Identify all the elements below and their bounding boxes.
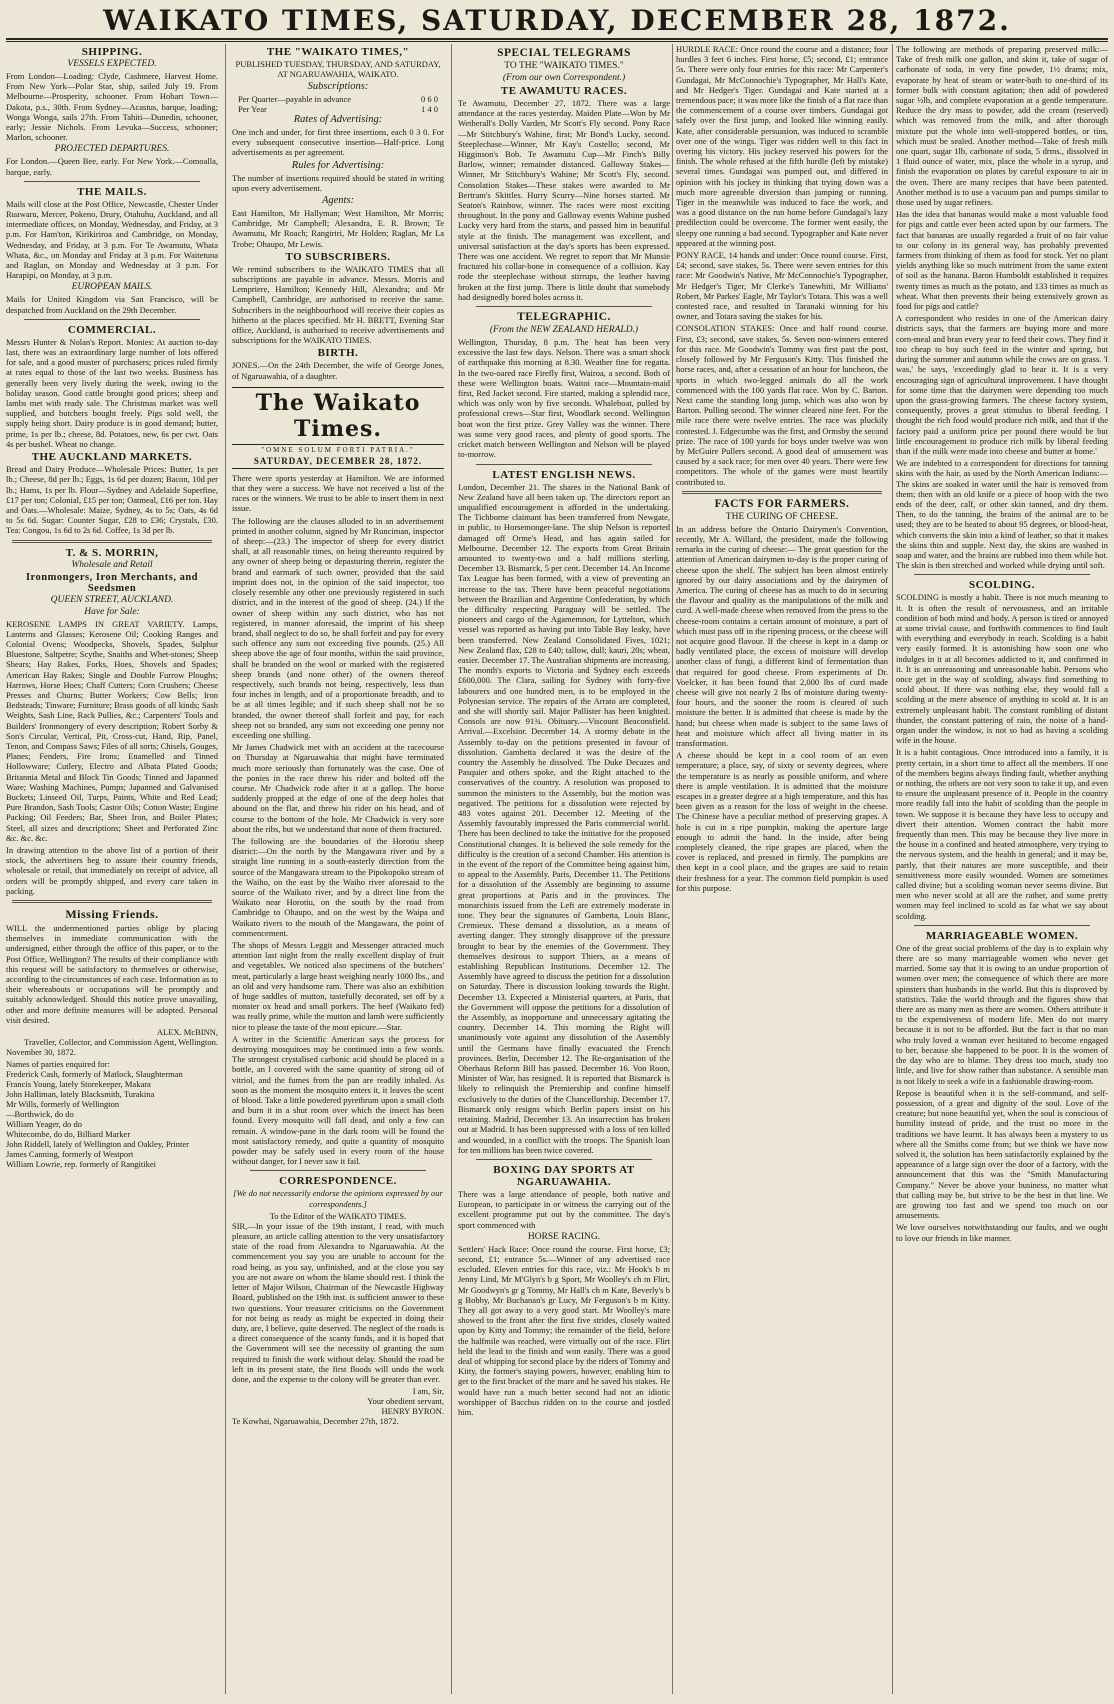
rates-heading: Rates of Advertising:	[293, 114, 383, 125]
divider	[682, 491, 882, 494]
cheese-text: A cheese should be kept in a cool room of an even temperature; a place, say, of sixty or seventy degrees, where the temperature is as nearly as possible uniform, and where there is ample ventilation. It is admitted that the moisture escapes in a greater degree at a high temperature, and this has been given as a reason for the loss of weight in the cheese. The Chinese have a peculiar method of preserving grapes. A hole is cut in a ripe pumpkin, making the aperture large enough to admit the hand. In the inside, after being completely cleaned, the ripe grapes are placed, when the cover is replaced, and pressed in firmly. The pumpkins are then kept in a cool place, and the grapes are said to retain their freshness for a year. The common field pumpkin is used for this purpose.	[676, 750, 888, 893]
column-1	[6, 44, 218, 1694]
telegrams-heading: SPECIAL TELEGRAMS	[497, 47, 631, 59]
correspondence-date: Te Kowhai, Ngaruawahia, December 27th, 1872.	[232, 1416, 399, 1427]
english-news-heading: LATEST ENGLISH NEWS.	[492, 468, 636, 481]
markets-heading: THE AUCKLAND MARKETS.	[31, 451, 193, 464]
subscription-label: Per Quarter—payable in advance	[238, 94, 352, 104]
to-subscribers-heading: TO SUBSCRIBERS.	[285, 250, 391, 263]
missing-date: November 30, 1872.	[6, 1047, 76, 1058]
birth-heading: BIRTH.	[317, 347, 359, 360]
hurdle-race-text: HURDLE RACE: Once round the course and a distance; four hurdles 3 feet 6 inches. First horse, £5; second, £1; entrance 5s. There were only four entries for this race: Mr Carpenter's Gundagai, Mr McConnochie's Typographer, Mr Hall's Kate, and Mr Hedger's Tiger. Gundagai and Kate started at a tremendous pace; it was more like the finish of a flat race than the commencement of a course over timbers. Gundagai got safely over the first jump, and looked like winning easily. Kate, after considerable persuasion, was induced to scramble over one of the wings. Tiger was ridden well to this fact in overing his victory. His jockey reserved his powers for the finish. The whole refused at the fifth hurdle (left by mistake) several times. Gundagai was pumped out, and differed in opinion with his jockey in thinking that trying down was a much more agreeable diversion than jumping or running. Tiger in the meanwhile was induced to face the work, and was a good distance on the run home before Gundagai's lazy predilection could be overcome. The former went easily, the sleepy one running a bad second. Typographer and Kate never appeared at the winning post.	[676, 44, 888, 248]
boxing-day-heading: BOXING DAY SPORTS AT NGARUAWAHIA.	[493, 1163, 635, 1188]
missing-signature: ALEX. McBINN,	[156, 1027, 218, 1038]
advert-morrin-title: Ironmongers, Iron Merchants, and Seedsmen	[25, 571, 199, 594]
pony-race-text: PONY RACE, 14 hands and under: Once round course. First, £4; second, save stakes, 5s. There were seven entries for this race: Mr Goodwin's Native, Mr McConnochie's Typographer, Mr Hedger's Tiger, Mr Clerke's Tanewhiti, Mr Williams' Robert, Mr Parkes' Eagle, Mr Taylor's Totara. This was a well contested race, and resulted in Taranaki winning for his owner, and Totara saving the stakes for his.	[676, 250, 888, 322]
divider	[250, 1170, 426, 1171]
editorial-paragraph: The following are the boundaries of the Horotiu sheep district:—On the north by the Mangawara river and by a straight line running in a south-easterly direction from the source of the Mangawara stream to the Pipokopoko stream of the Waiho, on the east by the Waiho river aforesaid to the source of the Waikato river, and by a direct line from the Waikato near Horotiu, on the south by the road from Cambridge to Ohaupo, and on the west by the Waipa and Waikato rivers to the mouth of the Mangawara, the point of commencement.	[232, 835, 444, 938]
agents-heading: Agents:	[321, 195, 355, 207]
mails-text: Mails will close at the Post Office, Newcastle, Chester Under Ruawaru, Mercer, Pokeno, Drury, Otahuhu, Auckland, and all intermediate offices, on Monday, Wednesday, and Friday, at 3 p.m. For Ham'ton, Kirikiriroa and Cambridge, on Monday, Wednesday, and Friday, at 3 p.m. For Te Awamutu, Whata Whata, &c., on Monday and Friday at 3 p.m. For Waitetuna and Raglan, on Monday and Wednesday at 3 p.m. For Harapipi, on Monday, at 3 p.m.	[6, 198, 218, 281]
list-item: Francis Young, lately Storekeeper, Makara	[6, 1079, 151, 1090]
races-text: Te Awamutu, December 27, 1872. There was a large attendance at the races yesterday. Maiden Plate—Won by Mr Wetherall's Dolly Varden, Mr Scott's Fly second. Pony Race—Mr Stitchbury's Wahine, first; Mr Bond's Lucky, second. Steeplechase—Winner, Mr Kay's Costello; second, Mr Higginson's Bob. Te Awamutu Cup—Mr Finch's Billy Barlow, winner; remainder distanced. Galloway Stakes—Winner, Mr Stitchbury's Wahine; Mr Scott's Fly, second. Consolation Stakes—These stakes were awarded to Mr Bertram's Skittles. Hurry Scurry—Nine horses started. Mr Seaton's Rainbow, winner. The races were most exciting throughout. In the pony and Galloway events Wahine pushed Lucky very hard from the starts, and passed him in beautiful style at the finish. The management was excellent, and universal satisfaction at the day's sports has been expressed. There was one accident. We regret to report that Mr Munsie fractured his collar-bone in consequence of a collision. Kay rode the steeplechase without stirrups, the leather having broken at the first jump. There is little doubt that somebody had designedly bored holes across it.	[458, 98, 670, 302]
advert-morrin-text: KEROSENE LAMPS IN GREAT VARIETY. Lamps, Lanterns and Glasses; Kerosene Oil; Cooking Ranges and Colonial Ovens; Woodpecks, Shovels, Spades, Sulphur Bluestone, Saltpetre; Scythe, Snaiths and Whet-stones; Sheep Shears; Hay Rakes, Forks, Hoes, Shovels and Spades; American Hay Rakes; Single and Double Furrow Ploughs; Harrows, Horse Hoes; Chaff Cutters; Corn Crushers; Cheese Presses and Churns; Butter Workers; Cow Bells; Iron Bedsteads; Tinware; Furniture; Brass goods of all kinds; Sash Weights, Sash Line, Rack Pullies, &c.; Carpenters' Tools and Builders' Ironmongery of every description; Robert Sorby & Son's Circular, Vertical, Pit, Cross-cut, Hand, Rip, Panel, Tenon, and Compass Saws; Files of all sorts; Chisels, Gouges, Planes; Fenders, Fire Irons; Enamelled and Tinned Hollowware; Cutlery, Electro and Albata Plated Goods; Britannia Metal and Block Tin Goods; Tinned and Japanned Ware; Washing Machines, Pumps; Japanned and Galvanised Buckets; Linseed Oil, Turps, Paints, White and Red Lead; Pure Brandon, Sash Tools; Castor Oils; Cotton Waste; Engine Packing; Oil Feeders; Bar, Sheet Iron, and Boiler Plates; Steel, all sizes and descriptions; Sheet and Perforated Zinc &c. &c. &c.	[6, 618, 218, 843]
divider	[476, 1159, 652, 1160]
divider	[476, 306, 652, 307]
telegrams-source: (From our own Correspondent.)	[502, 73, 626, 83]
vessels-heading: VESSELS EXPECTED.	[67, 59, 157, 69]
consolation-text: CONSOLATION STAKES: Once and half round course. First, £3; second, save stakes, 5s. Seven non-winners entered for this race. Mr Goodwin's Tommy was first past the post, closely followed by Mr Ferguson's Kitty. This finished the horse races, and, after a cessation of an hour for luncheon, the sports in which two-legged animals do all the work commenced with the 100 yards flat race. Won by C. Barton. Next came the standing long jump, which was also won by Barton. Pulling second. The winner cleared nine feet. For the mile race there were twelve entries. The race was pluckily contested. J. Edgecumbe was the first, and Ormsby the second prize. The race of 100 yards for boys under twelve was won by McGuire Pullers second. A good deal of amusement was caused by a sack race; for men over 40 years. There were few competitors. The whole of the games were most heartily contributed to.	[676, 323, 888, 487]
column-rule	[672, 44, 673, 1694]
mails-heading: THE MAILS.	[77, 185, 147, 198]
divider	[12, 900, 212, 903]
list-item: John Halliman, lately Blacksmith, Turakina	[6, 1089, 155, 1100]
divider	[914, 925, 1090, 926]
list-item: Frederick Cash, formerly of Matlock, Slaughterman	[6, 1069, 183, 1080]
departures-text: For London.—Queen Bee, early. For New York.—Comoalla, barque, early.	[6, 156, 218, 177]
european-mails-heading: EUROPEAN MAILS.	[71, 282, 153, 293]
column-rule	[892, 44, 893, 1694]
rates-text: One inch and under, for first three insertions, each 0 3 0. For every subsequent consecutive insertion—Half-price. Long advertisements as per agreement.	[232, 127, 444, 158]
column-3	[458, 44, 670, 1694]
marriageable-women-heading: MARRIAGEABLE WOMEN.	[925, 929, 1079, 942]
divider	[12, 540, 212, 543]
divider	[24, 181, 200, 182]
correspondence-to: To the Editor of the WAIKATO TIMES.	[269, 1210, 407, 1221]
miscellany-text: Repose is beautiful when it is the self-command, and self-possession, of a great and dignity of the soul. Love of the creature; but none beautiful yet, when the soul is conscious of humility instead of pride, and the trust no more in the traditions we have learnt. It has always been a mystery to us where all the Smiths come from; but we think we have now solved it, the solution has been satisfactorily explained by the appearance of a large sign over the door of a factory, with the announcement that this was the "Smith Manufacturing Company." Never be above your business, no matter what that calling may be, but strive to be the best in that line. We are growing too fast and we spend too much on our amusements.	[896, 1087, 1108, 1221]
races-heading: TE AWAMUTU RACES.	[500, 85, 628, 97]
rules-heading: Rules for Advertising:	[291, 159, 385, 171]
tanning-text: We are indebted to a correspondent for directions for tanning skins with the hair, as used by the North American Indians:—The skins are soaked in water until the hair is removed from them; then with an old knife or a piece of hoop with the two ends of the deer, calf, or other skin tanned, and dry them. Then, to do the tanning, the brains of the animal are to be used; they are to be heated to about 95 degrees, or blood-heat, which converts the skin into a kind of leather, so that it makes the skins thin and supple. Next day, the skins are washed in soap and water, and the brains are rubbed into them while hot. The skin is then stretched and worked while drying until soft.	[896, 458, 1108, 571]
publication-info: PUBLISHED TUESDAY, THURSDAY, AND SATURDAY, AT NGARUAWAHIA, WAIKATO.	[235, 59, 441, 79]
english-news-text: London, December 21. The shares in the National Bank of New Zealand have all been taken up. The directors report an unqualified encouragement is afforded in the undertaking. The Tichborne claimant has been transferred from Newgate, in public, to Horsemonger-lane. The ship Nelson is reported damaged off Orme's Head, and has again sailed for Melbourne. December 12. The exports from Great Britain amounted to twenty-two and a half millions sterling. December 13. Bismarck, 5 per cent. December 14. An Income Tax League has been formed, with a view of preventing an increase to the tax. There have been peaceful negotiations between the Brazilian and Argentine Confederation, by which the difficulty respecting Paraguay will be settled. The pioneers and cargo of the Agamemnon, for Lyttelton, which vessel was reported as having put into Table Bay leaky, have been transferred. New Zealand Consolidated Fives, 1021; New Zealand flax, £28 to £40; tallow, dull; kauri, 20s; wheat, easier. December 17. The Australian shipments are increasing. The month's exports to Victoria and Sydney each exceeds £600,000. The Clara, sailing for Sydney with forty-five labourers and one hundred men, is to be employed in the Polynesian service. The repairs of the Arrato are completed, and she will shortly sail. Major Pallister has been knighted. Consols are now 91¾. Obituary.—Viscount Beaconsfield. Arrival.—Excelsior. December 14. A stormy debate in the Assembly to-day on the petitions presented in favour of dissolution. Gambetta declared it was the desire of the country the Assembly be dissolved. The Duke Decazes and Pasquier and others spoke, and the Right attached to the conservatives of the country. A resolution was proposed to summon the ministers to the Assembly, but the motion was negatived. The petitions for a dissolution were rejected by 483 votes against 201. December 12. Meeting of the Assembly favourably impressed the Paris commercial world. There has been declined to take the initiative for the proposed Constitutional changes. It is believed the sole remedy for the difficulty is the creation of a second Chamber. His attention is in the event of the report of the Committee being against him, to appeal to the Assembly. Paris, December 11. The Petitions for a dissolution of the Assembly are beginning to assume great proportions at Paris and in the provinces. The monarchists issued from the Left are extremely moderate in tone. They bear the signatures of Gambetta, Louis Blanc, Cremieux. These demand a dissolution, as a means of averting danger. They strongly disapprove of the pressure brought to bear by the enemies of the Government. They themselves desirous to support Thiers, as a means of establishing Republican Institutions. December 12. The Assembly have agreed to discuss the petition for a dissolution on Saturday. There is discussion looking towards the Right. December 13. Expected a Ministerial quarters, at Paris, that the Government will oppose the petitions for a dissolution of the Assembly, as inopportune and unnecessary agitating the country. December 14. This morning the Right will unanimously vote against any dissolution of the Assembly until the Germans have finally evacuated the French provinces. Berlin, December 12. The Re-organisation of the Oberhaus Reform Bill has passed. December 16. Von Roon, Minister of War, has resigned. It is reported that Bismarck is likely to relinquish the Premiership and confine himself exclusively to the duties of the Chancellorship. December 17. Bismarck only resigns which Berlin papers insist on his retaining. Madrid, December 13. An insurrection has broken out at Madrid. It has been suppressed with a loss of ten killed and wounded, in a conflict with the troops. The Spanish loan for ten millions has been twice covered.	[458, 481, 670, 1155]
correspondence-heading: CORRESPONDENCE.	[279, 1175, 397, 1188]
editorial-paragraph: A writer in the Scientific American says the process for destroying mosquitoes may be continued into a few words. The strongest crystalised carbonic acid should be placed in a bottle, an l covered with the same quantity of strong oil of vitriol, and the fumes from the pan are readily inhaled. As soon as the moment the mosquito enters it, it leaves the scent of blood. Take a little powdered pyrethrum upon a small cloth and burn it in a shut room over which the insect has been found. Every mosquito will fall dead, and only a few can remain. A window-pane in the dark room will be found the most satisfactory remedy, and quite a quantity of mosquito powder may be safely used in every room of the house without danger, for I never saw it fail.	[232, 1033, 444, 1167]
column-rule	[451, 44, 452, 1694]
missing-friends-heading: Missing Friends.	[65, 907, 159, 921]
miscellany-text: We love ourselves notwithstanding our faults, and we ought to love our friends in like manner.	[896, 1222, 1108, 1243]
commercial-text: Messrs Hunter & Nolan's Report. Monies: At auction to-day last, there was an extraordinary large number of lots offered for sale, and a good muster of purchasers; prices ruled firmly at rates equal to those of the last two weeks. Business has generally been very lively during the week, owing to the holiday season. Good cattle brought good prices; sheep and lambs met with ready sale. The Christmas market was well supplied, and butchers bought freely. Pigs sold well, the supply being short. Dairy produce is in good demand; butter, prime, 1s per lb.; cheese, 8d. Potatoes, new, 6s per cwt. Oats 4s per bushel. Wheat no change.	[6, 336, 218, 449]
birth-text: JONES.—On the 24th December, the wife of George Jones, of Ngaruawahia, of a daughter.	[232, 360, 444, 381]
telegraphic-text: Wellington, Thursday, 8 p.m. The heat has been very excessive the last few days. Nelson. There was a smart shock of earthquake this morning at 8.30. Weather fine for regatta. In the two-oared race Firefly first, Wairoa, a second. Both of these were Wellington boats. Waitoi race—Mountain-maid first, Red Jacket second. Fire started, making a splendid race, which was only won by five seconds. Whaleboat, pulled by professional crews—Star first, Woodlark second. Wellington boat won the first prize. Grey Valley was the winner. There was some very good races, and plenty of good sports. The cricket match between Wellington and Nelson will be played to-morrow.	[458, 337, 670, 460]
motto: "OMNE SOLUM FORTI PATRIA."	[261, 445, 415, 454]
scolding-text: SCOLDING is mostly a habit. There is not much meaning to it. It is often the result of nervousness, and an irritable condition of both mind and body. A person is tired or annoyed at some trivial cause, and forthwith commences to find fault with everything and everybody in reach. Scolding is a habit very easily formed. It is astonishing how soon one who indulges in it at all becomes addicted to it, and confirmed in it. It is an unreasoning and unreasonable habit. Persons who once get in the way of scolding, always find something to scold about. If there was nothing else, they would fall a scolding at the mere absence of anything to scold at. It is an extremely unpleasant habit. The constant rumbling of distant thunder, the constant pattering of rain, the noise of a hand-organ under the window, is not so bad as having a scolding wife in the house.	[896, 592, 1108, 746]
horse-racing-text: Settlers' Hack Race: Once round the course. First horse, £3; second, £1; entrance 5s.—Winner of any advertised race excluded. Eleven entries for this race, viz.: Mr Hook's b m Jenny Lind, Mr M'Glyn's b g Sport, Mr Woolley's ch m Flirt, Mr Goodwyn's gr g Tommy, Mr Hall's ch m Kate, Beverly's b g Bobby, Mr Buchanan's gr Lucy, Mr Ferguson's b m Kitty. They all got away to a very good start. Mr Woolley's mare showed to the front after the first five strides, closely waited upon by Kitty and Tommy; the remainder of the field, before the halfmile was reached, were virtually out of the race. Flirt held the lead to the finish and won easily. There was a good deal of whipping for second place by the riders of Tommy and Kitty, the former's staying powers, however, enabling him to get to the first bracket of the mare and he saved his stakes. He would have run a much better second had not an idiotic worshipper of Bacchus ridden on to the course and jostled him.	[458, 1243, 670, 1417]
subscriptions-heading: Subscriptions:	[307, 81, 369, 92]
preserved-milk-text: The following are methods of preparing preserved milk:— Take of fresh milk one gallon, and skim it, take of sugar of carbonate of soda, in very fine powder, 1½ drams; mix, evaporate by heat of steam or water-bath to one-third of its former bulk with constant agitation; then add of powdered sugar ½lb, and complete evaporation at a gentle temperature. Reduce the dry mass to powder, add the cream (reserved) which was removed from the milk, and after thorough mixture put the whole into well-stoppered bottles, or tins, which must be sealed. Another method—Take of fresh milk one quart, sugar 1lb, carbonate of soda, 5 drms., dissolved in 1 fluid ounce of water, mix, place the whole in a syrup, and finish the evaporation on plates by careful exposure to air in the oven. There are many recipes that have been patented. Another method is to use a vacuum pan and pumps similar to those used by sugar refiners.	[896, 44, 1108, 208]
list-item: William Yeager, do do	[6, 1119, 83, 1130]
editorial-paragraph: There were sports yesterday at Hamilton. We are informed that they were a success. We have not received a list of the races or the winners. We trust to be able to insert them in next issue.	[232, 472, 444, 514]
list-item: —Borthwick, do do	[6, 1109, 74, 1120]
european-mails-text: Mails for United Kingdom via San Francisco, will be despatched from Auckland on the 29th December.	[6, 294, 218, 315]
correspondence-sign-off: I am, Sir,	[412, 1386, 444, 1397]
list-item: Whitecombe, do do, Billiard Marker	[6, 1129, 131, 1140]
horse-racing-heading: HORSE RACING.	[527, 1231, 601, 1242]
divider	[476, 464, 652, 465]
to-subscribers-text: We remind subscribers to the WAIKATO TIMES that all subscriptions are payable in advance. Messrs. Morris and Lempriere, Hamilton; Kennedy Hill, Alexandra; and Mr Campbell, Cambridge, are authorised to receive the same. Subscribers in the neighbourhood will receive their copies as hitherto at the places specified. Mr H. BRETT, Evening Star office, Auckland, is authorised to receive advertisements and subscriptions for the WAIKATO TIMES.	[232, 263, 444, 346]
cheese-text: In an address before the Ontario Dairymen's Convention, recently, Mr A. Willard, the president, made the following remarks in the curing of cheese:— The great question for the attention of American dairymen to-day is the proper curing of cheese upon the shelf. The subject has been almost entirely ignored by our dairy associations and by the dairymen of America. The curing of cheese has as much to do in securing the flavour and quality as the manipulations of the milk and curd. A well-made cheese when removed from the press to the cheese-room contains a certain amount of moisture, a part of which must pass off in the ripening process, or the cheese will not acquire good flavour. If the cheese is kept in a damp or badly ventilated place, the excess of moisture will develop another class of fungi, a different kind of fermentation than that required for good cheese. From experiments of Dr. Voelcker, it has been found that 2,000 lbs of curd made cheese will give not nearly 2 lbs of moisture during twenty-four hours, and the sooner the room is cleared of such moisture the better. It is admitted that cheese is made by the hand; but cheese when made is subject to the same laws of heat and moisture which affect all living matter in its transformation.	[676, 523, 888, 748]
editorial-paragraph: The following are the clauses alluded to in an advertisement printed in another column, signed by Mr Runciman, inspector of sheep:—(23.) The inspector of sheep for every district shall, at all reasonable times, on being thereunto required by any owner of sheep being or depasturing therein, register the brand and earmark of such owner, provided that the said imprint does not, in the opinion of the said inspector, too closely resemble any other one previously registered in such district, and in the interest of the good of sheep. (24.) If the owner of sheep within any such district, who has not registered, in manner aforesaid, the imprint of his sheep brand, shall neglect to do so, he shall forfeit and pay for every such offence any sum not exceeding five pounds. (25.) All sheep above the age of four months, within the said province, shall be branded on the wool or marked with the registered sheep brands (and none other) of the owners thereof respectively, such brands not being, respectively, less than four inches in length, and of a proportionate breadth, and to be at all times legible; and if such sheep shall not be so branded, the owner thereof shall forfeit and pay, for each sheep not so branded, any sum not exceeding one penny nor exceeding one shilling.	[232, 515, 444, 740]
masthead-title: WAIKATO TIMES, SATURDAY, DECEMBER 28, 1872.	[103, 4, 1011, 37]
scolding-heading: SCOLDING.	[969, 579, 1035, 592]
masthead-rule	[6, 38, 1108, 42]
dairy-feeding-text: A correspondent who resides in one of the American dairy districts says, that the farmers are buying more and more corn-meal and bran every year to feed their cows. They find it too cheap to buy such feed in the winter and spring, but during the summer and autumn while the cows are on grass. 'I was,' he says, 'exceedingly glad to hear it. It is a very encouraging sign of agricultural improvement. I have thought for some time that the dairymen were depending too much upon the grass-growing farmers. The cheese factory system, consequently, proves a great stimulus to liberal feeding. I thought the rich food would produce rich milk, and that if the factory paid a uniform price per pound there would be but little encouragement to produce rich milk by liberal feeding than if the milk were made into cheese and butter at home.'	[896, 313, 1108, 456]
telegraphic-heading: TELEGRAPHIC.	[517, 311, 611, 324]
advert-morrin-sub: Wholesale and Retail	[71, 559, 153, 570]
dateline: SATURDAY, DECEMBER 28, 1872.	[232, 456, 444, 469]
publication-title: THE "WAIKATO TIMES,"	[266, 46, 410, 58]
subscription-value: 1 4 0	[421, 104, 438, 114]
telegraphic-source: (From the NEW ZEALAND HERALD.)	[489, 325, 639, 336]
correspondence-note: [We do not necessarily endorse the opinions expressed by our correspondents.]	[233, 1188, 443, 1209]
editorial-paragraph: Mr James Chadwick met with an accident at the racecourse on Thursday at Ngaruawahia that might have terminated much more seriously than fortunately was the case. One of the ponies in the race threw his rider and bolted off the course. Mr Chadwick rode after it at a gallop. The horse suddenly propped at the edge of one of the deep holes that abound on the flat, and threw his rider on his head, and of course to the bottom of the hole. Mr Chadwick is very sore about the ribs, but we understand that none of them fractured.	[232, 742, 444, 834]
bananas-text: Has the idea that bananas would make a most valuable food for pigs and cattle ever been acted upon by our farmers. The fact that bananas are usually regarded a fruit of no fair value to our colony in its general way, has probably prevented farmers from thinking of them as food for stock. Yet no plant yields anything like so much nutriment from the same extent of soil as the banana. Baron Humboldt established it requires twenty times as much as the potato, and 133 times as much as wheat. What then prevents their being extensively grown as food for pigs and cattle?	[896, 209, 1108, 312]
facts-for-farmers-heading: FACTS FOR FARMERS.	[714, 497, 850, 510]
cheese-heading: THE CURING OF CHEESE.	[725, 511, 839, 522]
advert-morrin-note: Have for Sale:	[84, 606, 140, 617]
advert-morrin-heading: T. & S. MORRIN,	[65, 546, 159, 559]
nameplate: The Waikato Times.	[232, 387, 444, 445]
advert-morrin-footer: In drawing attention to the above list of a portion of their stock, the advertisers beg to assure their country friends, wholesale or retail, that immediately on receipt of advice, all orders will be promptly shipped, and every care taken in packing.	[6, 844, 218, 896]
missing-friends-text: WILL the undermentioned parties oblige by placing themselves in immediate communication with the undersigned, either through the office of this paper, or to the Post Office, Wellington? The results of their compliance with this request will be satisfactory to themselves or otherwise, according to the circumstances of each case. Information as to their whereabouts or occupations will be promptly and suitably acknowledged. Should this notice prove unavailing, other and more definite measures will be adopted. Personal visit desired.	[6, 923, 218, 1025]
column-4	[676, 44, 888, 1694]
rules-text: The number of insertions required should be stated in writing upon every advertisement.	[232, 172, 444, 193]
commercial-heading: COMMERCIAL.	[67, 323, 157, 336]
missing-names-heading: Names of parties enquired for:	[6, 1059, 110, 1070]
subscription-row	[238, 104, 438, 114]
masthead	[0, 0, 1114, 36]
shipping-heading: SHIPPING.	[81, 46, 143, 58]
missing-names-list	[6, 1069, 218, 1169]
column-2	[232, 44, 444, 1694]
marriageable-women-text: One of the great social problems of the day is to explain why there are so many marriageable women who never get married. Some say that it is owing to an undue proportion of women over men; the consequence of which there are more spinsters than husbands in the world. But this is disproved by statistics. Take the world through and the figures show that there are as many men as there are women. Others attribute it to the expensiveness of modern life. Men do not marry because it is not to be afforded. But the fact is that no man who truly loved a woman ever hesitated to become engaged to her, because she happened to be poor. It is the women of the day who are to blame. They dress too much, study too little, and live for show rather than substance. A sensible man is not likely to seek a wife in a fashionable drawing-room.	[896, 942, 1108, 1086]
list-item: William Lowrie, rep. formerly of Rangitikei	[6, 1159, 157, 1170]
subscription-row	[238, 94, 438, 104]
subscription-value: 0 6 0	[421, 94, 438, 104]
list-item: Mr Wills, formerly of Wellington	[6, 1099, 120, 1110]
editorial-paragraph: The shops of Messrs Leggit and Messenger attracted much attention last night from the really excellent display of fruit and vegetables. We noticed also specimens of the butchers' meat, particularly a large beast weighing nearly 1000 lbs., and an old and very handsome ram. There was also an exhibition of huge saddles of mutton, tastefully decorated, set off by a monster ox head and small porkers. The beef (Waikato fed) was really prime, while the mutton and lamb were sufficiently nice to please the taste of the most epicure.—Star.	[232, 940, 444, 1032]
markets-text: Bread and Dairy Produce—Wholesale Prices: Butter, 1s per lb.; Cheese, 8d per lb.; Eggs, 1s 6d per dozen; Bacon, 10d per lb.; Hams, 1s per lb. Flour—Sydney and Adelaide Superfine, £17 per ton; Colonial, £15 per ton; Oatmeal, £16 per ton. Hay and Oats.—Wholesale: Maize, Sydney, 4s to 5s; Oats, 4s 6d to 5s 6d. Sugar: Counter Sugar, £28 to £36; Crystals, £30. Tea: Congou, 1s 6d to 2s 6d. Coffee, 1s 3d per lb.	[6, 464, 218, 536]
divider	[914, 574, 1090, 575]
telegrams-subheading: TO THE "WAIKATO TIMES."	[504, 61, 624, 71]
column-rule	[225, 44, 226, 1694]
list-item: James Canning, formerly of Westport	[6, 1149, 134, 1160]
advert-morrin-address: QUEEN STREET, AUCKLAND.	[50, 594, 174, 605]
column-5	[896, 44, 1108, 1694]
boxing-day-text: There was a large attendance of people, both native and European, to participate in or witness the carrying out of the excellent programme put out by the committee. The day's sport commenced with	[458, 1188, 670, 1230]
divider	[24, 319, 200, 320]
agents-text: East Hamilton, Mr Hallyman; West Hamilton, Mr Morris; Cambridge, Mr Campbell; Alexandra, E. R. Brown; Te Awamutu, Mr Roach; Rangiriri, Mr Holden; Raglan, Mr La Trobe; Ohaupo, Mr Lewis.	[232, 208, 444, 249]
scolding-text: It is a habit contagious. Once introduced into a family, it is pretty certain, in a short time to affect all the members. If one of the members begins always finding fault, whether anything or nothing, the others are not very soon to take it up, and even to ensure the unpleasant presence of it. People in the country more readily fall into the habit of scolding than the people in town. We suppose it is because they have less to occupy and divert their attention. Women contract the habit more frequently than men. This may be because they live more in the house in a confined and heated atmosphere, very trying to the nervous system, and the health in general; and it may be, partly, that their natures are more susceptible, and their sensitiveness more easily wounded. Women are sometimes called divine; but a scolding woman never seems divine. But men who never scold at all are the rather, and some pretty women may feel inclined to scold as far what we say about scolding.	[896, 747, 1108, 921]
correspondence-sign-off: Your obedient servant,	[367, 1396, 444, 1407]
departures-heading: PROJECTED DEPARTURES.	[54, 144, 170, 155]
correspondence-signature: HENRY BYRON.	[381, 1406, 444, 1417]
subscription-label: Per Year	[238, 104, 267, 114]
vessels-text: From London—Loading: Clyde, Cashmere, Harvest Home. From New York—Polar Star, ship, sailed July 19. From Melbourne—Prosperity, schooner. From Hobart Town—Dakota, p.s., 30th. From Sydney—Acastus, barque, loading; Wonga Wonga, sails 27th. From Tahiti—Dunedin, schooner, early; Jessie Nichols. From Levuka—Success, schooner; Marlon, schooner.	[6, 71, 218, 143]
missing-signature-title: Traveller, Collector, and Commission Agent, Wellington.	[24, 1037, 218, 1048]
list-item: John Riddell, lately of Wellington and Oakley, Printer	[6, 1139, 189, 1150]
correspondence-text: SIR,—In your issue of the 19th instant, I read, with much pleasure, an article calling attention to the very unsatisfactory state of the road from Alexandra to Ngaruawahia. At the commencement you say you are unable to account for the road being, as you say, unfinished, and at the close you say you are not aware on whom the blame should rest. I think the letter of Major Wilson, Chairman of the Newcastle Highway Board, published on the 19th inst. is sufficient answer to these two questions. Your treasurer criticisms on the Government for not being as ready as might be expected in doing their duty, are, I believe, quite deserved. The neglect of the roads is a direct consequence of the scanty funds, and it is hoped that the Government will see the necessity of granting the sum required to finish the work without delay. Should the road be left in its present state, the first floods will undo the work done, and the expense to the colony will be greater than ever.	[232, 1220, 444, 1384]
